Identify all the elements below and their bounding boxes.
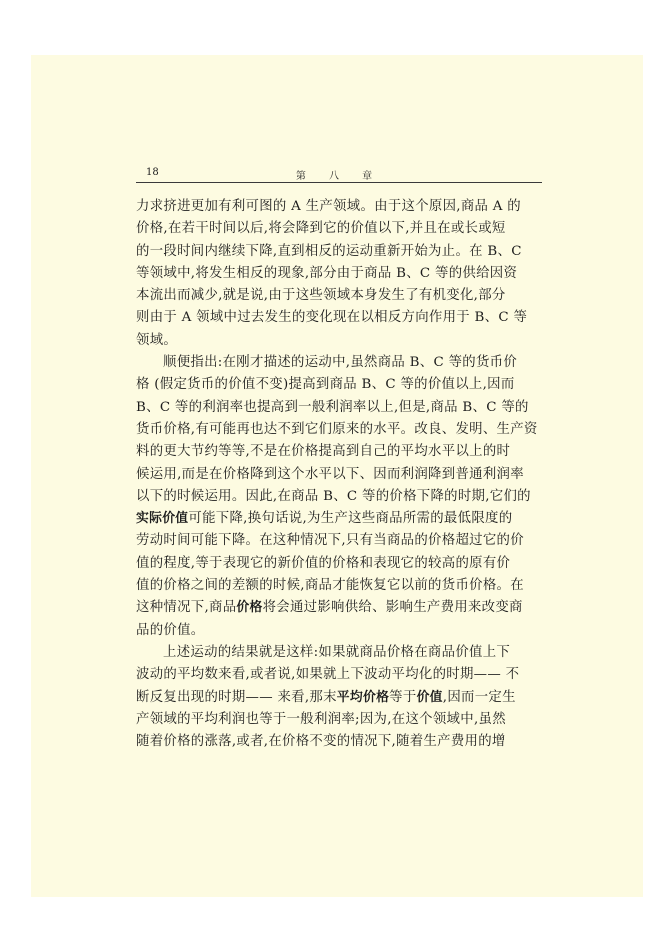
text-line: 则由于 A 领域中过去发生的变化现在以相反方向作用于 B、C 等 bbox=[136, 310, 528, 326]
text-line bbox=[136, 687, 546, 709]
text-line: 的一段时间内继续下降,直到相反的运动重新开始为止。在 B、C bbox=[136, 243, 522, 259]
text-line: 上述运动的结果就是这样:如果就商品价格在商品价值上下 bbox=[163, 644, 511, 660]
text-line bbox=[136, 597, 546, 619]
paragraph-2 bbox=[136, 352, 546, 642]
text-line: B、C 等的利润率也提高到一般利润率以上,但是,商品 B、C 等的 bbox=[136, 399, 529, 415]
text-line: 货币价格,有可能再也达不到它们原来的水平。改良、发明、生产资 bbox=[136, 421, 538, 437]
page-number: 18 bbox=[146, 167, 159, 178]
text-line: 值的价格之间的差额的时候,商品才能恢复它以前的货币价格。在 bbox=[136, 578, 524, 594]
text-run: ,因而一定生 bbox=[442, 689, 516, 705]
text-run: 断反复出现的时期—— 来看,那末 bbox=[136, 689, 337, 705]
text-line: 本流出而减少,就是说,由于这些领域本身发生了有机变化,部分 bbox=[136, 288, 506, 304]
text-line: 顺便指出:在刚才描述的运动中,虽然商品 B、C 等的货币价 bbox=[163, 355, 518, 371]
bold-term-value: 价值 bbox=[416, 689, 443, 705]
bold-term-average-price: 平均价格 bbox=[336, 689, 390, 705]
body-text bbox=[136, 196, 546, 753]
text-line: 价格,在若干时间以后,将会降到它的价值以下,并且在或长或短 bbox=[136, 221, 506, 237]
bold-term-real-value: 实际价值 bbox=[136, 511, 189, 527]
chapter-title: 第 八 章 bbox=[295, 171, 383, 182]
text-line: 力求挤进更加有利可图的 A 生产领域。由于这个原因,商品 A 的 bbox=[136, 199, 521, 214]
bold-term-price: 价格 bbox=[236, 600, 263, 616]
text-run: 可能下降,换句话说,为生产这些商品所需的最低限度的 bbox=[188, 511, 513, 527]
text-line: 波动的平均数来看,或者说,如果就上下波动平均化的时期—— 不 bbox=[136, 667, 520, 683]
text-line: 品的价值。 bbox=[136, 622, 205, 638]
text-line: 领域。 bbox=[136, 332, 178, 348]
text-line: 劳动时间可能下降。在这种情况下,只有当商品的价格超过它的价 bbox=[136, 533, 524, 549]
paragraph-1 bbox=[136, 196, 546, 352]
text-run: 这种情况下,商品 bbox=[136, 600, 237, 616]
text-line: 产领域的平均利润也等于一般利润率;因为,在这个领域中,虽然 bbox=[136, 711, 506, 727]
text-run: 将会通过影响供给、影响生产费用来改变商 bbox=[262, 600, 523, 616]
running-header bbox=[136, 167, 542, 183]
text-line: 候运用,而是在价格降到这个水平以下、因而利润降到普通利润率 bbox=[136, 466, 524, 482]
text-line: 料的更大节约等等,不是在价格提高到自己的平均水平以上的时 bbox=[136, 444, 511, 460]
text-run: 等于 bbox=[389, 689, 417, 705]
text-line: 值的程度,等于表现它的新价值的价格和表现它的较高的原有价 bbox=[136, 555, 511, 571]
text-line: 等领域中,将发生相反的现象,部分由于商品 B、C 等的供给因资 bbox=[136, 265, 518, 281]
paragraph-3 bbox=[136, 642, 546, 753]
text-line: 以下的时候运用。因此,在商品 B、C 等的价格下降的时期,它们的 bbox=[136, 488, 531, 504]
text-line: 格 (假定货币的价值不变)提高到商品 B、C 等的价值以上,因而 bbox=[136, 377, 515, 393]
text-line: 随着价格的涨落,或者,在价格不变的情况下,随着生产费用的增 bbox=[136, 734, 506, 750]
text-line bbox=[136, 508, 546, 530]
